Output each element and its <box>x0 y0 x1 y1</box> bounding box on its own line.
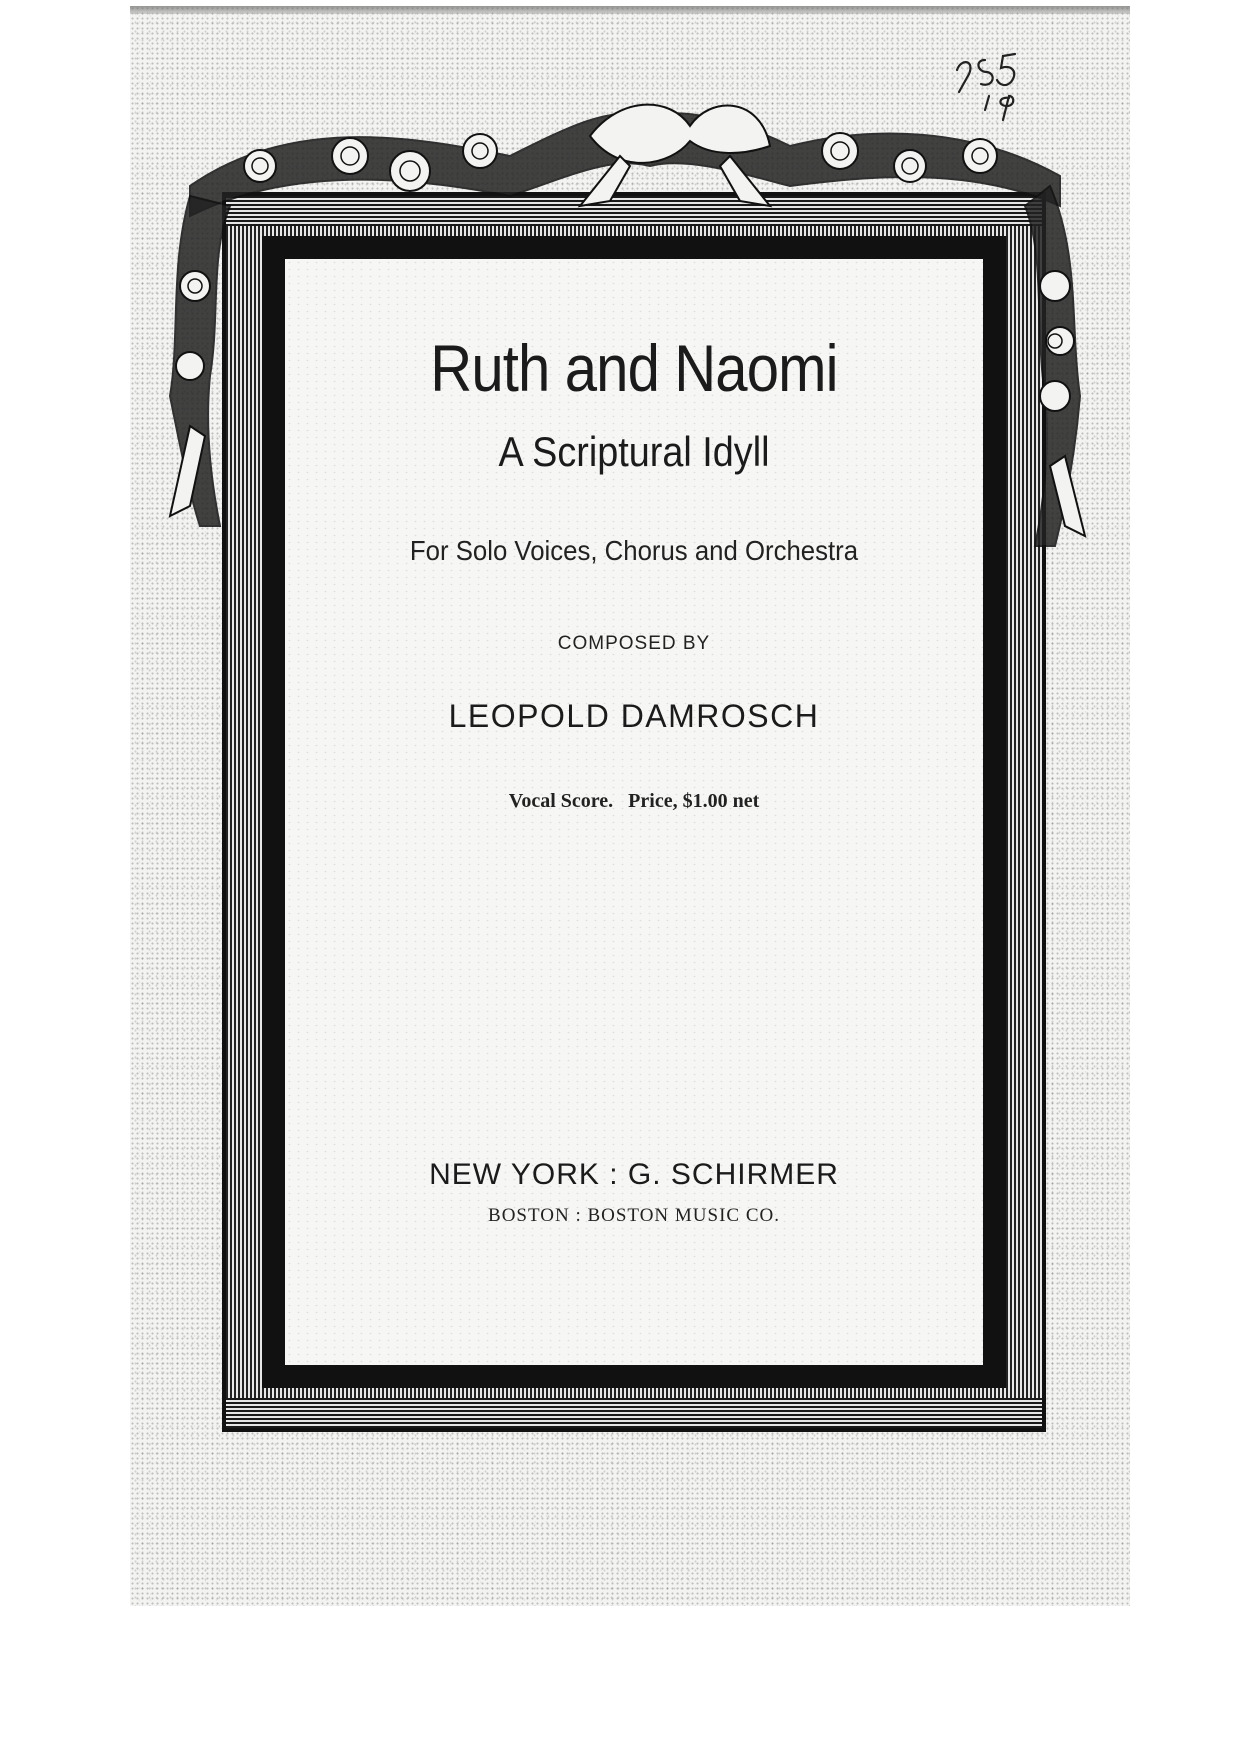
price-line: Vocal Score. Price, $1.00 net <box>508 790 760 812</box>
instrumentation-line: For Solo Voices, Chorus and Orchestra <box>409 535 859 566</box>
composed-by-label: COMPOSED BY <box>557 633 711 654</box>
agent-line: BOSTON : BOSTON MUSIC CO. <box>488 1205 780 1226</box>
cover-subtitle: A Scriptural Idyll <box>498 428 770 475</box>
composer-name: LEOPOLD DAMROSCH <box>448 698 820 734</box>
frame-bottom-band <box>222 1398 1046 1432</box>
scan-edge <box>130 6 1130 14</box>
publisher-line: NEW YORK : G. SCHIRMER <box>429 1158 839 1191</box>
cover-title: Ruth and Naomi <box>430 331 838 405</box>
handwritten-catalog-note <box>945 40 1055 130</box>
